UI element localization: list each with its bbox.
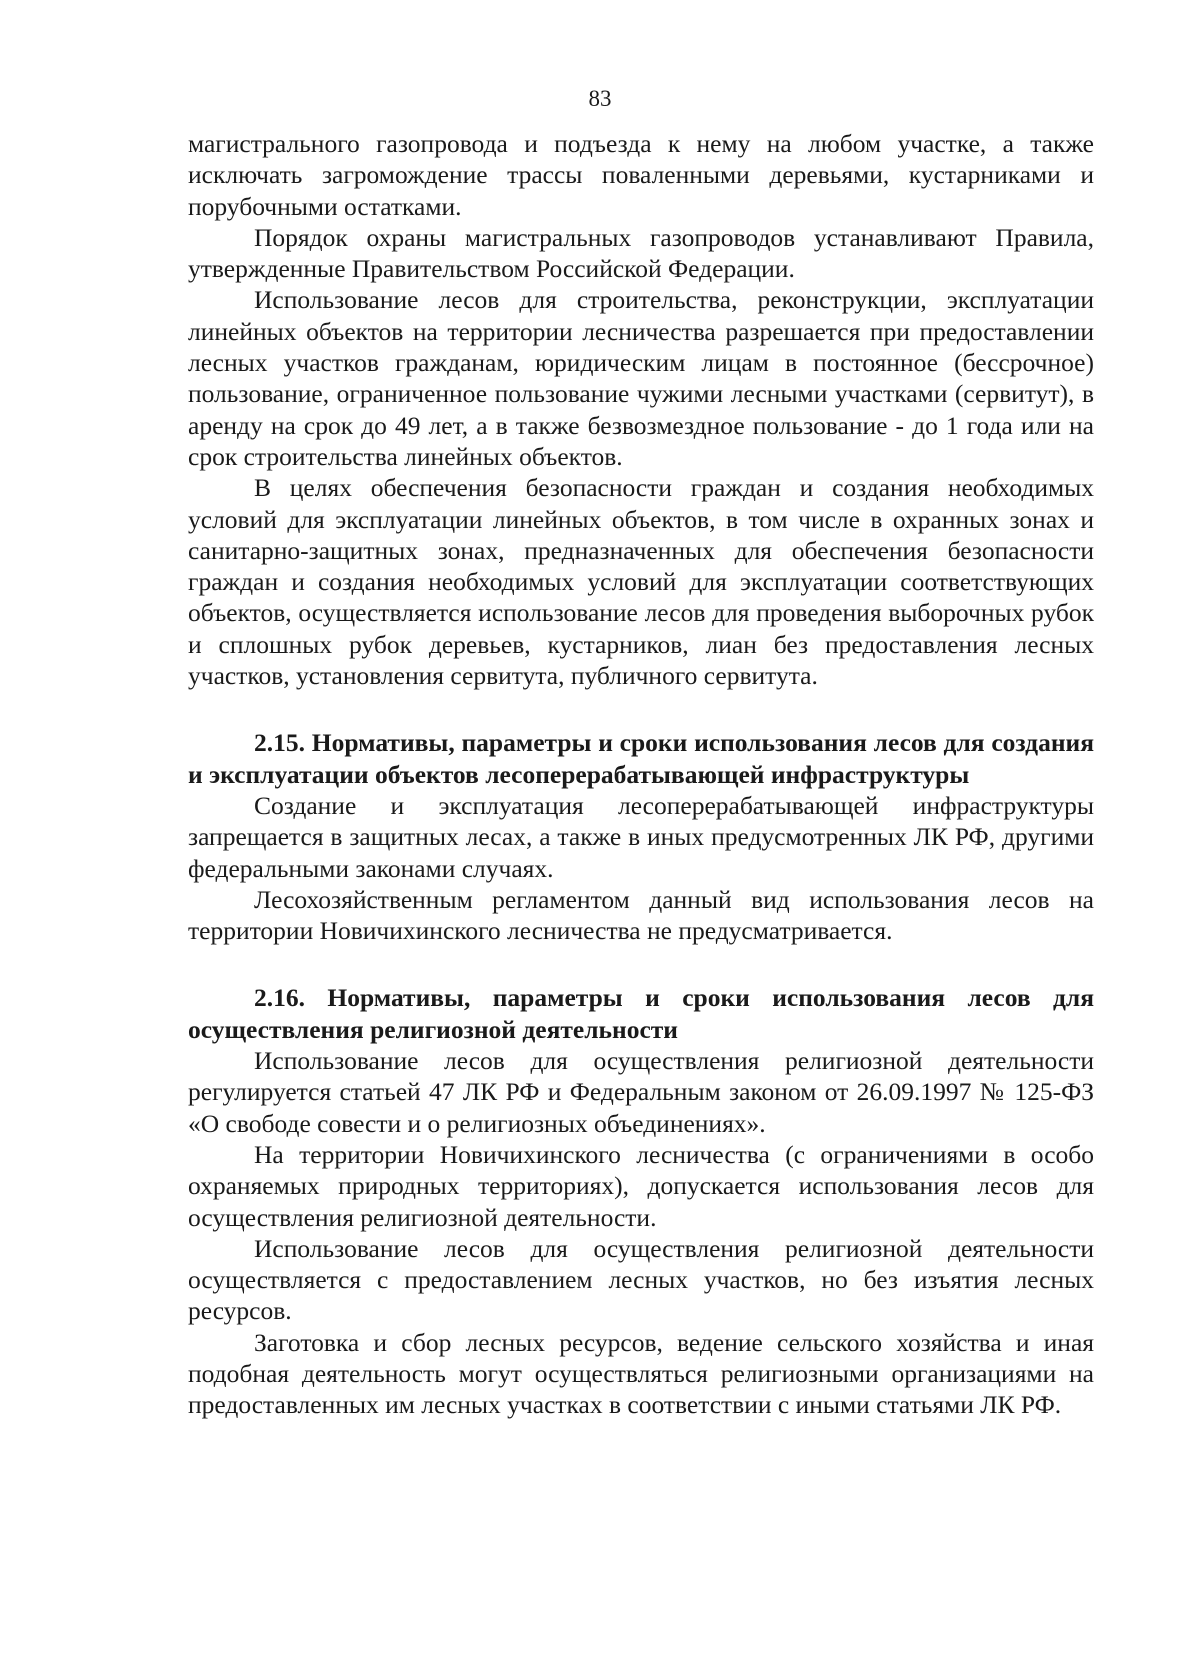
paragraph-linear-objects: Использование лесов для строительства, реконструкции, эксплуатации линейных объектов на территории лесничества разрешается при предоставлении лесных участков гражданам, юридическим лицам в постоянное (бессрочное) пользование, ограниченное пользование чужими лесными участками (сервитут), в аренду на срок до 49 лет, а в также безвозмездное пользование - до 1 года или на срок строительства линейных объектов. (188, 285, 1094, 471)
paragraph-gas-pipeline-rules: Порядок охраны магистральных газопроводов устанавливают Правила, утвержденные Правительством Российской Федерации. (188, 222, 1094, 284)
section-2-16-paragraph: Использование лесов для осуществления религиозной деятельности осуществляется с предоставлением лесных участков, но без изъятия лесных ресурсов. (188, 1233, 1094, 1326)
section-heading-2-16: 2.16. Нормативы, параметры и сроки использования лесов для осуществления религиозной деятельности (188, 983, 1094, 1044)
section-2-16-paragraph: На территории Новичихинского лесничества (с ограничениями в особо охраняемых природных территориях), допускается использования лесов для осуществления религиозной деятельности. (188, 1139, 1094, 1232)
section-2-15-paragraph: Лесохозяйственным регламентом данный вид использования лесов на территории Новичихинского лесничества не предусматривается. (188, 884, 1094, 946)
section-2-15 (188, 727, 1094, 946)
paragraph-continuation: магистрального газопровода и подъезда к нему на любом участке, а также исключать загромождение трассы поваленными деревьями, кустарниками и порубочными остатками. (188, 129, 1094, 221)
page-content (188, 128, 1094, 1421)
paragraph-safety-measures: В целях обеспечения безопасности граждан и создания необходимых условий для эксплуатации линейных объектов, в том числе в охранных зонах и санитарно-защитных зонах, предназначенных для обеспечения безопасности граждан и создания необходимых условий для эксплуатации соответствующих объектов, осуществляется использование лесов для проведения выборочных рубок и сплошных рубок деревьев, кустарников, лиан без предоставления лесных участков, установления сервитута, публичного сервитута. (188, 473, 1094, 691)
section-2-16 (188, 982, 1094, 1420)
section-2-15-paragraph: Создание и эксплуатация лесоперерабатывающей инфраструктуры запрещается в защитных лесах, а также в иных предусмотренных ЛК РФ, другими федеральными законами случаях. (188, 790, 1094, 883)
page-number: 83 (588, 86, 612, 111)
section-heading-2-15: 2.15. Нормативы, параметры и сроки использования лесов для создания и эксплуатации объектов лесоперерабатывающей инфраструктуры (188, 728, 1094, 789)
section-2-16-paragraph: Заготовка и сбор лесных ресурсов, ведение сельского хозяйства и иная подобная деятельность могут осуществляться религиозными организациями на предоставленных им лесных участках в соответствии с иными статьями ЛК РФ. (188, 1327, 1094, 1420)
section-2-16-paragraph: Использование лесов для осуществления религиозной деятельности регулируется статьей 47 ЛК РФ и Федеральным законом от 26.09.1997 № 125-ФЗ «О свободе совести и о религиозных объединениях». (188, 1046, 1094, 1138)
